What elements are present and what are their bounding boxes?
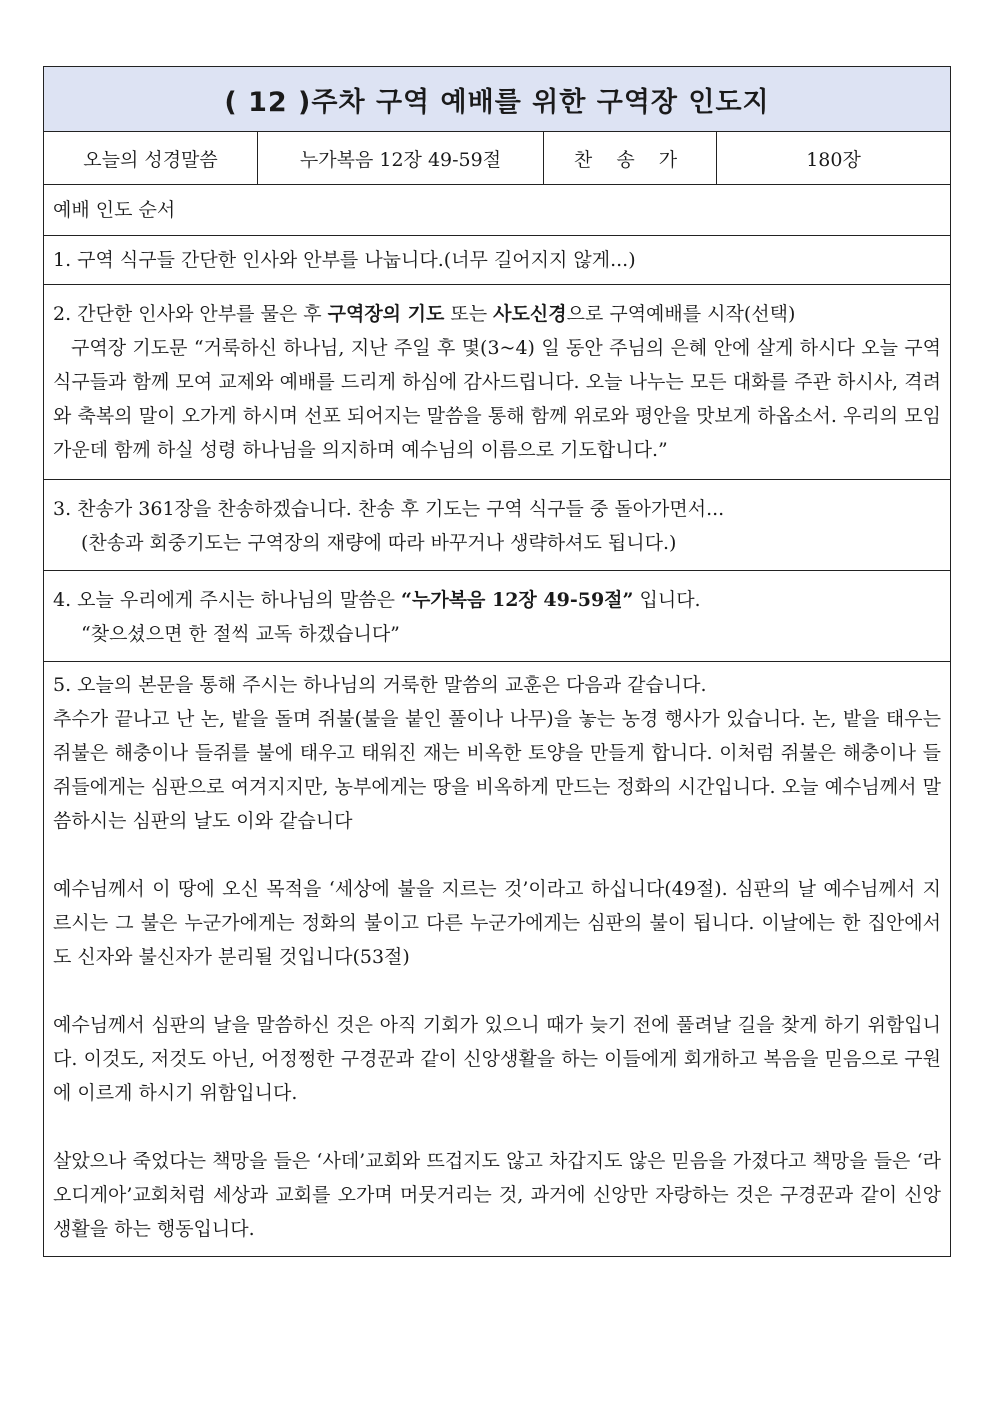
step-3-line-2: (찬송과 회중기도는 구역장의 재량에 따라 바꾸거나 생략하셔도 됩니다.) (81, 532, 677, 554)
step-5-paragraph-4: 살았으나 죽었다는 책망을 들은 ‘사데’교회와 뜨겁지도 않고 차갑지도 않은 믿음을 가졌다고 책망을 들은 ‘라오디게아’교회처럼 세상과 교회를 오가며 머뭇거리는 것, 과거에 신앙만 자랑하는 것은 구경꾼과 같이 신앙생활을 하는 행동입니다. (53, 1150, 941, 1240)
step-4-line-2: “찾으셨으면 한 절씩 교독 하겠습니다” (81, 623, 400, 645)
step-2-intro-after: 으로 구역예배를 시작(선택) (566, 303, 796, 325)
step-4-section (44, 571, 950, 662)
step-4-line-1 (53, 583, 941, 617)
step-5-paragraph-1: 추수가 끝나고 난 논, 밭을 돌며 쥐불(불을 붙인 풀이나 나무)을 놓는 농경 행사가 있습니다. 논, 밭을 태우는 쥐불은 해충이나 들쥐를 불에 태우고 태워진 재는 비옥한 토양을 만들게 합니다. 이처럼 쥐불은 해충이나 들쥐들에게는 심판으로 여겨지지만, 농부에게는 땅을 비옥하게 만드는 정화의 시간입니다. 오늘 예수님께서 말씀하시는 심판의 날도 이와 같습니다 (53, 708, 941, 832)
document-title: ( 12 )주차 구역 예배를 위한 구역장 인도지 (44, 67, 950, 132)
step-2-bold-prayer: 구역장의 기도 (327, 303, 445, 325)
order-heading-section (44, 185, 950, 236)
step-5-intro: 5. 오늘의 본문을 통해 주시는 하나님의 거룩한 말씀의 교훈은 다음과 같습니다. (53, 674, 707, 696)
step-4-before: 4. 오늘 우리에게 주시는 하나님의 말씀은 (53, 589, 402, 611)
paragraph-gap (53, 974, 941, 1008)
paragraph-gap (53, 1110, 941, 1144)
hymn-label: 찬 송 가 (544, 132, 717, 184)
order-heading: 예배 인도 순서 (53, 199, 176, 221)
paragraph-gap (53, 838, 941, 872)
worship-guide-table (43, 66, 951, 1257)
info-row (44, 132, 950, 185)
step-5-section (44, 662, 950, 1256)
step-1-section (44, 236, 950, 285)
step-5-paragraph-3: 예수님께서 심판의 날을 말씀하신 것은 아직 기회가 있으니 때가 늦기 전에 풀려날 길을 찾게 하기 위함입니다. 이것도, 저것도 아닌, 어정쩡한 구경꾼과 같이 신앙생활을 하는 이들에게 회개하고 복음을 믿음으로 구원에 이르게 하시기 위함입니다. (53, 1014, 941, 1104)
step-1-text: 1. 구역 식구들 간단한 인사와 안부를 나눕니다.(너무 길어지지 않게...) (53, 249, 636, 271)
step-2-intro (53, 297, 941, 331)
step-3-section (44, 480, 950, 571)
hymn-value: 180장 (806, 148, 861, 171)
step-5-paragraph-2: 예수님께서 이 땅에 오신 목적을 ‘세상에 불을 지르는 것’이라고 하십니다(49절). 심판의 날 예수님께서 지르시는 그 불은 누군가에게는 정화의 불이고 다른 누군가에게는 심판의 불이 됩니다. 이날에는 한 집안에서도 신자와 불신자가 분리될 것입니다(53절) (53, 878, 941, 968)
step-2-section (44, 285, 950, 480)
step-4-bold-scripture: “누가복음 12장 49-59절” (401, 589, 634, 611)
scripture-value: 누가복음 12장 49-59절 (258, 132, 544, 184)
step-3-line-1: 3. 찬송가 361장을 찬송하겠습니다. 찬송 후 기도는 구역 식구들 중 돌아가면서... (53, 498, 725, 520)
step-2-prayer: 구역장 기도문 “거룩하신 하나님, 지난 주일 후 몇(3~4) 일 동안 주님의 은혜 안에 살게 하시다 오늘 구역 식구들과 함께 모여 교제와 예배를 드리게 하심에 감사드립니다. 오늘 나누는 모든 대화를 주관 하시사, 격려와 축복의 말이 오가게 하시며 선포 되어지는 말씀을 통해 함께 위로와 평안을 맛보게 하옵소서. 우리의 모임 가운데 함께 하실 성령 하나님을 의지하며 예수님의 이름으로 기도합니다.” (53, 337, 941, 461)
scripture-label: 오늘의 성경말씀 (44, 132, 258, 184)
step-4-after: 입니다. (633, 589, 701, 611)
step-2-intro-before: 2. 간단한 인사와 안부를 물은 후 (53, 303, 328, 325)
step-2-bold-creed: 사도신경 (493, 303, 567, 325)
step-2-intro-mid: 또는 (444, 303, 494, 325)
